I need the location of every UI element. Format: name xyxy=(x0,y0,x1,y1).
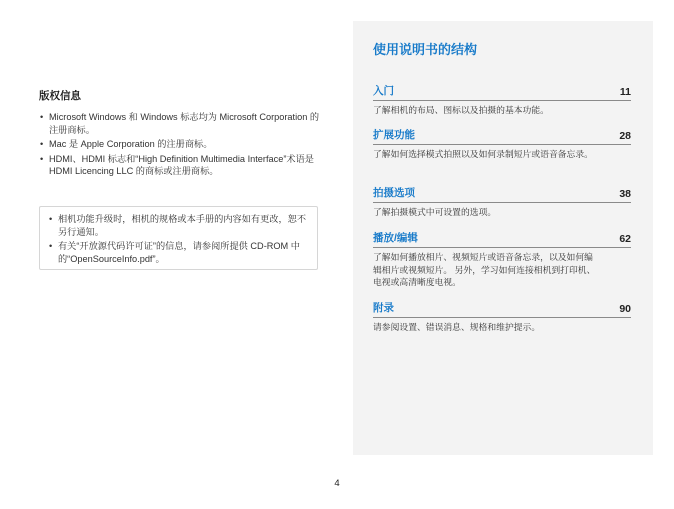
toc-entry-extended-functions[interactable] xyxy=(373,127,631,161)
toc-entry-header xyxy=(373,83,631,101)
copyright-list xyxy=(39,111,324,178)
toc-entry-header xyxy=(373,185,631,203)
toc-entry-name[interactable]: 播放/编辑 xyxy=(373,232,418,244)
toc-entry-desc: 了解拍摄模式中可设置的选项。 xyxy=(373,207,497,217)
toc-entry-desc: 了解如何播放相片、视频短片或语音备忘录，以及如何编辑相片或视频短片。 另外，学习如何连接相机到打印机、电视或高清晰度电视。 xyxy=(373,252,596,287)
toc-entry-page: 62 xyxy=(619,233,631,245)
copyright-section xyxy=(39,88,324,180)
copyright-title: 版权信息 xyxy=(39,90,81,102)
toc-entry-playback-editing[interactable] xyxy=(373,230,631,289)
toc-panel xyxy=(353,21,653,455)
toc-entry-name[interactable]: 附录 xyxy=(373,302,394,314)
copyright-item: • HDMI、HDMI 标志和“High Definition Multimedia Interface”术语是 HDMI Licencing LLC 的商标或注册商标。 xyxy=(39,153,324,178)
copyright-item: • Microsoft Windows 和 Windows 标志均为 Microsoft Corporation 的注册商标。 xyxy=(39,111,324,136)
toc-title: 使用说明书的结构 xyxy=(373,42,478,57)
toc-entry-page: 90 xyxy=(619,303,631,315)
toc-entry-name[interactable]: 入门 xyxy=(373,85,394,97)
toc-entry-header xyxy=(373,230,631,248)
toc-entry-page: 28 xyxy=(619,130,631,142)
copyright-item: • Mac 是 Apple Corporation 的注册商标。 xyxy=(39,138,324,151)
toc-entry-name[interactable]: 拍摄选项 xyxy=(373,187,415,199)
toc-entry-header xyxy=(373,127,631,145)
toc-entry-getting-started[interactable] xyxy=(373,83,631,117)
notice-item: • 有关“开放源代码许可证”的信息，请参阅所提供 CD-ROM 中的“OpenSourceInfo.pdf”。 xyxy=(48,240,309,265)
toc-entry-page: 38 xyxy=(619,188,631,200)
toc-entry-header xyxy=(373,300,631,318)
notice-item: • 相机功能升级时，相机的规格或本手册的内容如有更改，恕不另行通知。 xyxy=(48,213,309,238)
toc-entry-desc: 了解相机的布局、图标以及拍摄的基本功能。 xyxy=(373,105,549,115)
notice-list xyxy=(48,213,309,265)
notice-box xyxy=(39,206,318,270)
toc-entry-page: 11 xyxy=(619,86,631,98)
toc-entry-desc: 了解如何选择模式拍照以及如何录制短片或语音备忘录。 xyxy=(373,149,593,159)
toc-entry-name[interactable]: 扩展功能 xyxy=(373,129,415,141)
toc-entry-desc: 请参阅设置、错误消息、规格和维护提示。 xyxy=(373,322,541,332)
toc-entry-shooting-options[interactable] xyxy=(373,185,631,219)
toc-entry-appendix[interactable] xyxy=(373,300,631,334)
page-number: 4 xyxy=(334,478,340,489)
